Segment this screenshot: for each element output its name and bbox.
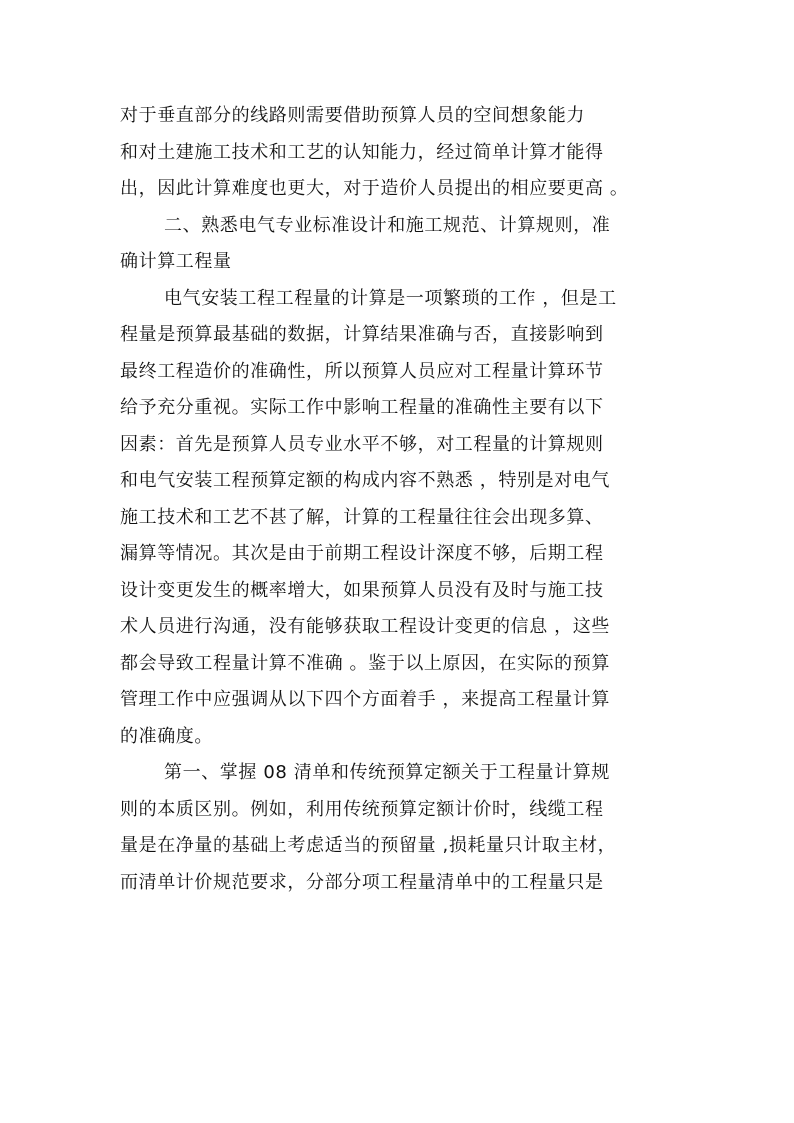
section-heading-line: 确计算工程量	[120, 251, 232, 272]
body-text	[120, 98, 680, 901]
text-line: 都会导致工程量计算不准确 。鉴于以上原因，在实际的预算	[120, 652, 610, 674]
text-line: 因素：首先是预算人员专业水平不够，对工程量的计算规则	[120, 433, 604, 455]
text-line: 管理工作中应强调从以下四个方面着手 ，来提高工程量计算	[120, 689, 610, 710]
text-line: 给予充分重视。实际工作中影响工程量的准确性主要有以下	[120, 397, 604, 418]
text-line: 漏算等情况。其次是由于前期工程设计深度不够，后期工程	[120, 543, 604, 564]
text-line: 对于垂直部分的线路则需要借助预算人员的空间想象能力	[120, 105, 585, 126]
text-line: 而清单计价规范要求，分部分项工程量清单中的工程量只是	[120, 871, 604, 893]
text-line: 施工技术和工艺不甚了解，计算的工程量往往会出现多算、	[120, 506, 604, 528]
text-line: 量是在净量的基础上考虑适当的预留量 ,损耗量只计取主材，	[120, 835, 617, 856]
text-line: 术人员进行沟通，没有能够获取工程设计变更的信息 ，这些	[120, 616, 610, 637]
text-line: 和电气安装工程预算定额的构成内容不熟悉 ，特别是对电气	[120, 470, 610, 491]
text-line: 和对土建施工技术和工艺的认知能力，经过简单计算才能得	[120, 141, 604, 163]
text-line: 程量是预算最基础的数据，计算结果准确与否，直接影响到	[120, 324, 604, 345]
section-heading-line: 二、熟悉电气专业标准设计和施工规范、计算规则，准	[164, 214, 611, 236]
text-line: 设计变更发生的概率增大，如果预算人员没有及时与施工技	[120, 579, 604, 601]
text-line: 的准确度。	[120, 725, 213, 747]
text-line: 最终工程造价的准确性，所以预算人员应对工程量计算环节	[120, 360, 604, 382]
text-line: 出，因此计算难度也更大，对于造价人员提出的相应要更高 。	[120, 178, 629, 199]
paragraph-start-line: 第一、掌握 08 清单和传统预算定额关于工程量计算规	[164, 762, 610, 783]
paragraph-start-line: 电气安装工程工程量的计算是一项繁琐的工作 ，但是工	[164, 287, 617, 309]
text-line: 则的本质区别。例如，利用传统预算定额计价时，线缆工程	[120, 798, 604, 820]
